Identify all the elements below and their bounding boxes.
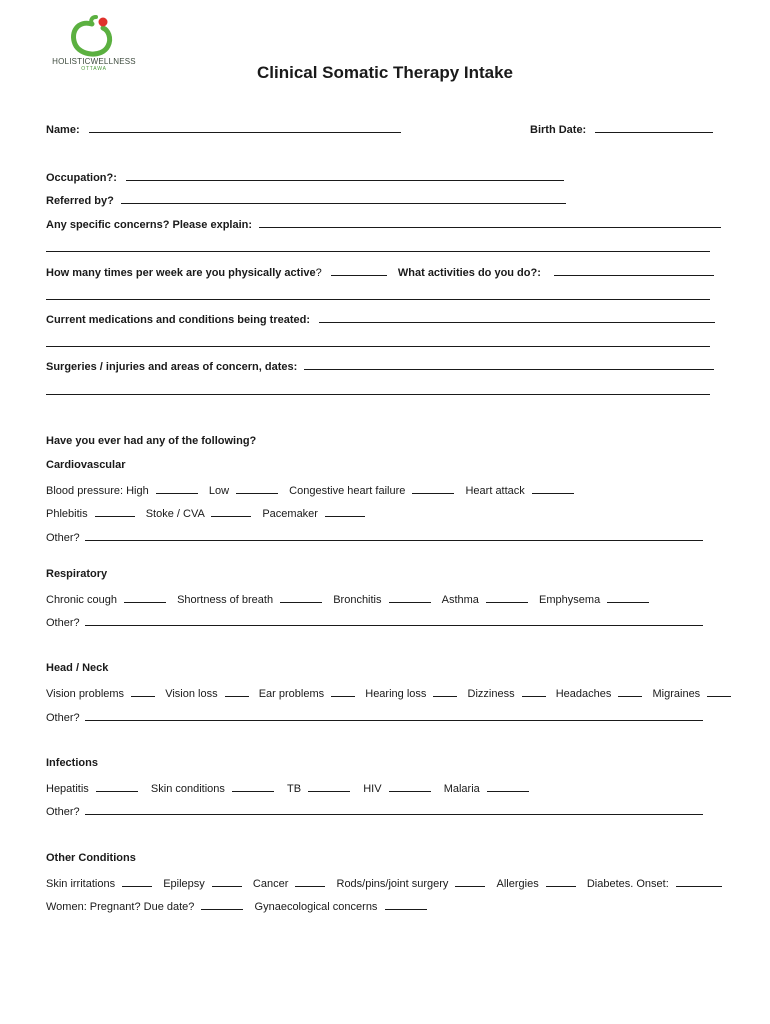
logo-icon [48, 14, 140, 60]
cardio-low-label: Low [208, 485, 230, 497]
head-headaches-label: Headaches [555, 688, 612, 700]
head-headaches-field[interactable] [618, 685, 642, 697]
brand-name: HOLISTICWELLNESS [52, 57, 136, 66]
inf-hiv-field[interactable] [389, 780, 431, 792]
cardio-row-2 [46, 505, 365, 521]
cardio-blood-pressure-high-label: Blood pressure: High [46, 485, 149, 497]
oc-pregnant-field[interactable] [201, 898, 243, 910]
resp-shortness-field[interactable] [280, 591, 322, 603]
cardio-row-1 [46, 482, 574, 498]
inf-malaria-field[interactable] [487, 780, 529, 792]
page-title: Clinical Somatic Therapy Intake [256, 63, 514, 82]
head-dizziness-label: Dizziness [467, 688, 515, 700]
head-vision-problems-field[interactable] [131, 685, 155, 697]
head-other-row [46, 709, 703, 725]
referred-field[interactable] [121, 192, 566, 204]
head-migraines-field[interactable] [707, 685, 731, 697]
name-label: Name: [46, 124, 80, 136]
resp-bronchitis-label: Bronchitis [333, 594, 382, 606]
resp-emphysema-label: Emphysema [539, 594, 601, 606]
resp-emphysema-field[interactable] [607, 591, 649, 603]
surgeries-row [46, 358, 714, 374]
cardio-other-row [46, 529, 703, 545]
name-field[interactable] [89, 121, 401, 133]
resp-asthma-label: Asthma [441, 594, 479, 606]
medications-label: Current medications and conditions being treated: [46, 314, 311, 326]
resp-other-field[interactable] [85, 614, 703, 626]
inf-tb-field[interactable] [308, 780, 350, 792]
inf-other-label: Other? [46, 806, 80, 818]
concerns-row [46, 216, 721, 232]
infections-heading: Infections [46, 757, 98, 769]
head-heading: Head / Neck [46, 662, 109, 674]
oc-rods-label: Rods/pins/joint surgery [336, 878, 449, 890]
activity-question-mark: ? [315, 267, 322, 279]
medications-line-2[interactable] [46, 346, 710, 347]
other-conditions-row-1 [46, 875, 722, 891]
head-vision-loss-label: Vision loss [165, 688, 218, 700]
resp-chronic-cough-field[interactable] [124, 591, 166, 603]
inf-malaria-label: Malaria [443, 783, 480, 795]
oc-epilepsy-label: Epilepsy [163, 878, 205, 890]
cardio-other-label: Other? [46, 532, 80, 544]
brand-sub: OTTAWA [81, 66, 107, 72]
head-hearing-loss-field[interactable] [433, 685, 457, 697]
inf-other-row [46, 803, 703, 819]
head-vision-problems-label: Vision problems [46, 688, 125, 700]
head-other-field[interactable] [85, 709, 703, 721]
oc-diabetes-label: Diabetes. Onset: [586, 878, 669, 890]
surgeries-field[interactable] [304, 358, 714, 370]
surgeries-line-2[interactable] [46, 394, 710, 395]
resp-asthma-field[interactable] [486, 591, 528, 603]
resp-other-label: Other? [46, 617, 80, 629]
cardio-other-field[interactable] [85, 529, 703, 541]
oc-cancer-field[interactable] [295, 875, 325, 887]
cardio-heading: Cardiovascular [46, 459, 126, 471]
occupation-row [46, 169, 564, 185]
oc-gynaecological-label: Gynaecological concerns [254, 901, 378, 913]
oc-epilepsy-field[interactable] [212, 875, 242, 887]
medications-field[interactable] [319, 311, 715, 323]
resp-shortness-label: Shortness of breath [177, 594, 274, 606]
head-migraines-label: Migraines [652, 688, 701, 700]
inf-hepatitis-field[interactable] [96, 780, 138, 792]
resp-chronic-cough-label: Chronic cough [46, 594, 117, 606]
oc-cancer-label: Cancer [252, 878, 289, 890]
cardio-low-field[interactable] [236, 482, 278, 494]
inf-hepatitis-label: Hepatitis [46, 783, 89, 795]
cardio-heart-attack-field[interactable] [532, 482, 574, 494]
cardio-chf-field[interactable] [412, 482, 454, 494]
medications-row [46, 311, 715, 327]
other-conditions-heading: Other Conditions [46, 852, 136, 864]
cardio-pacemaker-field[interactable] [325, 505, 365, 517]
resp-bronchitis-field[interactable] [389, 591, 431, 603]
head-dizziness-field[interactable] [522, 685, 546, 697]
head-vision-loss-field[interactable] [225, 685, 249, 697]
oc-skin-irritations-label: Skin irritations [46, 878, 116, 890]
resp-other-row [46, 614, 703, 630]
inf-skin-conditions-label: Skin conditions [150, 783, 225, 795]
respiratory-heading: Respiratory [46, 568, 108, 580]
history-heading: Have you ever had any of the following? [46, 435, 257, 447]
cardio-stroke-label: Stoke / CVA [145, 508, 205, 520]
occupation-label: Occupation?: [46, 172, 117, 184]
oc-rods-field[interactable] [455, 875, 485, 887]
head-hearing-loss-label: Hearing loss [365, 688, 427, 700]
inf-hiv-label: HIV [363, 783, 382, 795]
concerns-label: Any specific concerns? Please explain: [46, 219, 253, 231]
concerns-field[interactable] [259, 216, 721, 228]
head-ear-problems-label: Ear problems [258, 688, 325, 700]
oc-gynaecological-field[interactable] [385, 898, 427, 910]
concerns-line-2[interactable] [46, 251, 710, 252]
activities-line-2[interactable] [46, 299, 710, 300]
occupation-field[interactable] [126, 169, 564, 181]
activities-label: What activities do you do?: [397, 267, 541, 279]
head-other-label: Other? [46, 712, 80, 724]
cardio-heart-attack-label: Heart attack [465, 485, 525, 497]
birth-date-row [530, 121, 713, 137]
cardio-blood-pressure-high-field[interactable] [156, 482, 198, 494]
surgeries-label: Surgeries / injuries and areas of concern, dates: [46, 361, 298, 373]
oc-diabetes-field[interactable] [676, 875, 722, 887]
cardio-pacemaker-label: Pacemaker [262, 508, 318, 520]
head-row-1 [46, 685, 731, 701]
referred-label: Referred by? [46, 195, 114, 207]
referred-row [46, 192, 566, 208]
respiratory-row-1 [46, 591, 649, 607]
birth-date-field[interactable] [595, 121, 713, 133]
infections-row-1 [46, 780, 529, 796]
cardio-phlebitis-field[interactable] [95, 505, 135, 517]
cardio-phlebitis-label: Phlebitis [46, 508, 88, 520]
oc-pregnant-label: Women: Pregnant? Due date? [46, 901, 195, 913]
oc-skin-irritations-field[interactable] [122, 875, 152, 887]
oc-allergies-label: Allergies [496, 878, 539, 890]
activity-question: How many times per week are you physically active [46, 267, 316, 279]
inf-other-field[interactable] [85, 803, 703, 815]
inf-tb-label: TB [287, 783, 302, 795]
activity-frequency-field[interactable] [331, 264, 387, 276]
name-row [46, 121, 401, 137]
oc-allergies-field[interactable] [546, 875, 576, 887]
cardio-chf-label: Congestive heart failure [289, 485, 406, 497]
activities-field[interactable] [554, 264, 714, 276]
activity-row [46, 264, 714, 280]
inf-skin-conditions-field[interactable] [232, 780, 274, 792]
other-conditions-row-2 [46, 898, 427, 914]
head-ear-problems-field[interactable] [331, 685, 355, 697]
cardio-stroke-field[interactable] [211, 505, 251, 517]
birth-date-label: Birth Date: [530, 124, 587, 136]
